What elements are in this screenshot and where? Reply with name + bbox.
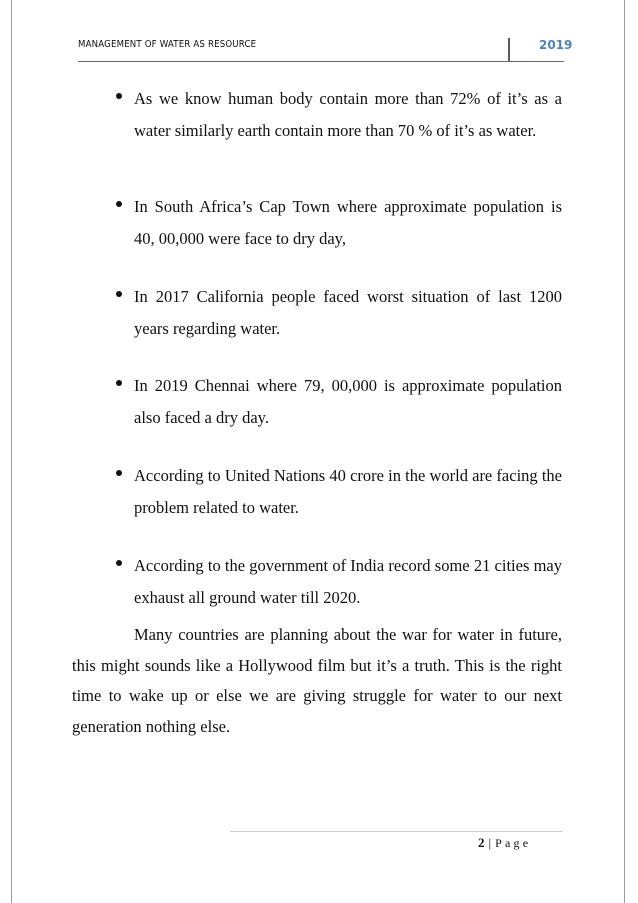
body-paragraph-container <box>72 620 562 742</box>
bullet-icon <box>116 560 122 566</box>
footer-separator: | <box>488 835 492 850</box>
header-divider <box>508 38 510 62</box>
bullet-text: In 2017 California people faced worst situation of last 1200 years regarding water. <box>134 287 562 338</box>
bullet-icon <box>116 380 122 386</box>
header-title: MANAGEMENT OF WATER AS RESOURCE <box>78 39 257 50</box>
header-rule <box>78 61 564 62</box>
bullet-icon <box>116 291 122 297</box>
bullet-text: As we know human body contain more than 72% of it’s as a water similarly earth contain more than 70 % of it’s as water. <box>134 89 562 140</box>
bullet-text: In South Africa’s Cap Town where approximate population is 40, 00,000 were face to dry day, <box>134 197 562 248</box>
page-left-border <box>11 0 12 903</box>
page-label: Page <box>495 836 532 850</box>
bullet-icon <box>116 470 122 476</box>
bullet-icon <box>116 93 122 99</box>
body-paragraph: Many countries are planning about the war for water in future, this might sounds like a Hollywood film but it’s a truth. This is the right time to wake up or else we are giving struggle for water to our next generation nothing else. <box>72 625 562 736</box>
page-number: 2 <box>478 835 485 850</box>
bullet-icon <box>116 201 122 207</box>
page-right-border <box>624 0 625 903</box>
bullet-text: In 2019 Chennai where 79, 00,000 is approximate population also faced a dry day. <box>134 376 562 427</box>
bullet-text: According to United Nations 40 crore in the world are facing the problem related to water. <box>134 466 562 517</box>
page-footer <box>478 835 531 851</box>
footer-rule <box>230 831 563 832</box>
header-year: 2019 <box>539 38 573 52</box>
bullet-text: According to the government of India record some 21 cities may exhaust all ground water till 2020. <box>134 556 562 607</box>
